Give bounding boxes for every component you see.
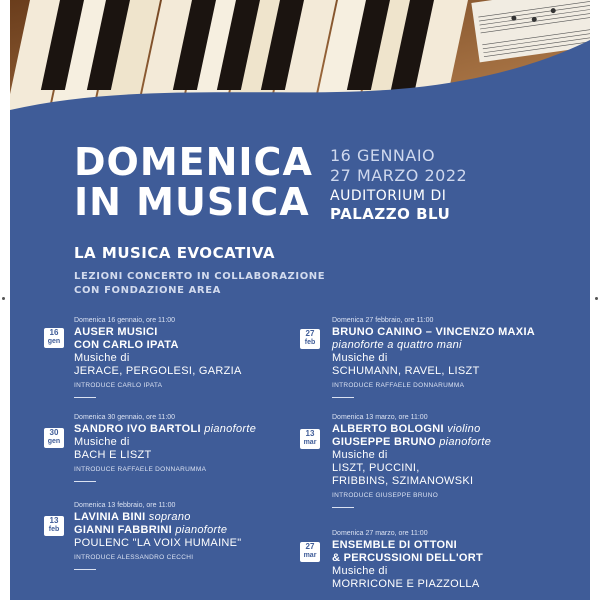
separator [332,507,354,508]
event-date: Domenica 16 gennaio, ore 11:00 [74,317,176,324]
badge-day: 27 [305,542,315,551]
badge-day: 27 [305,329,315,338]
separator [74,569,96,570]
performer-name: SANDRO IVO BARTOLI [74,423,201,435]
event-music-label: Musiche di [332,449,388,461]
event-music: FRIBBINS, SZIMANOWSKI [332,475,474,487]
event-performer [74,511,299,524]
badge-day: 16 [49,328,59,337]
badge-day: 13 [305,429,315,438]
venue-line-1: AUDITORIUM DI [330,188,447,204]
date-range [330,146,467,186]
collaboration-note [74,270,325,298]
event-music-label: Musiche di [74,436,130,448]
event-date: Domenica 13 febbraio, ore 11:00 [74,502,176,509]
badge-month: feb [304,339,316,346]
poster-title [74,142,313,222]
date-badge-27-mar [300,542,320,562]
date-badge-13-mar [300,429,320,449]
event-music: SCHUMANN, RAVEL, LISZT [332,365,480,377]
event-13-feb [74,501,299,570]
event-date: Domenica 27 febbraio, ore 11:00 [332,317,434,324]
badge-day: 13 [49,516,59,525]
margin-dot-left [2,297,5,300]
event-intro: INTRODUCE GIUSEPPE BRUNO [332,492,439,499]
event-date: Domenica 13 marzo, ore 11:00 [332,414,428,421]
event-performer [74,423,299,436]
title-line-1: DOMENICA [74,140,313,184]
badge-month: gen [47,438,61,445]
venue-line-2: PALAZZO BLU [330,205,451,223]
collaboration-line-2: CON FONDAZIONE AREA [74,285,221,296]
event-intro: INTRODUCE CARLO IPATA [74,382,163,389]
event-music: MORRICONE E PIAZZOLLA [332,578,480,590]
date-start: 16 GENNAIO [330,146,436,165]
event-date: Domenica 30 gennaio, ore 11:00 [74,414,176,421]
piano-keys-image [10,0,590,150]
concert-poster [10,0,590,600]
event-music: JERACE, PERGOLESI, GARZIA [74,365,242,377]
performer-name: GIUSEPPE BRUNO [332,436,436,448]
badge-month: feb [48,526,60,533]
date-end: 27 MARZO 2022 [330,166,468,185]
performer-name: ALBERTO BOLOGNI [332,423,444,435]
performer-role: pianoforte [175,524,228,536]
event-performer: ENSEMBLE DI OTTONI [332,539,457,551]
event-intro: INTRODUCE RAFFAELE DONNARUMMA [332,382,465,389]
collaboration-line-1: LEZIONI CONCERTO IN COLLABORAZIONE [74,271,326,282]
event-performer: CON CARLO IPATA [74,339,179,351]
event-intro: INTRODUCE ALESSANDRO CECCHI [74,554,194,561]
event-music: LISZT, PUCCINI, [332,462,420,474]
event-27-mar [332,529,582,591]
performer-role: pianoforte [204,423,257,435]
badge-month: mar [303,552,317,559]
event-music: BACH E LISZT [74,449,152,461]
event-27-feb [332,316,582,398]
performer-role: soprano [148,511,191,523]
badge-month: mar [303,439,317,446]
performer-role: violino [447,423,481,435]
separator [74,397,96,398]
event-13-mar [332,413,582,508]
event-music-label: Musiche di [332,352,388,364]
event-performer [74,524,299,537]
event-performer [332,423,582,436]
performer-role: pianoforte [439,436,492,448]
event-formation: pianoforte a quattro mani [332,339,462,351]
separator [332,397,354,398]
event-performer: BRUNO CANINO – VINCENZO MAXIA [332,326,536,338]
event-performer [332,436,582,449]
event-music-label: Musiche di [332,565,388,577]
performer-name: GIANNI FABBRINI [74,524,172,536]
event-16-gen [74,316,294,398]
title-line-2: IN MUSICA [74,180,310,224]
date-badge-13-feb [44,516,64,536]
event-date: Domenica 27 marzo, ore 11:00 [332,530,428,537]
badge-day: 30 [49,428,59,437]
event-music: POULENC "LA VOIX HUMAINE" [74,537,242,549]
date-badge-16-gen [44,328,64,348]
date-badge-27-feb [300,329,320,349]
event-intro: INTRODUCE RAFFAELE DONNARUMMA [74,466,207,473]
badge-month: gen [47,338,61,345]
event-performer: AUSER MUSICI [74,326,158,338]
margin-dot-right [595,297,598,300]
series-subtitle: LA MUSICA EVOCATIVA [74,244,276,262]
date-badge-30-gen [44,428,64,448]
event-30-gen [74,413,299,482]
performer-name: LAVINIA BINI [74,511,146,523]
separator [74,481,96,482]
event-music-label: Musiche di [74,352,130,364]
event-performer: & PERCUSSIONI DELL'ORT [332,552,484,564]
